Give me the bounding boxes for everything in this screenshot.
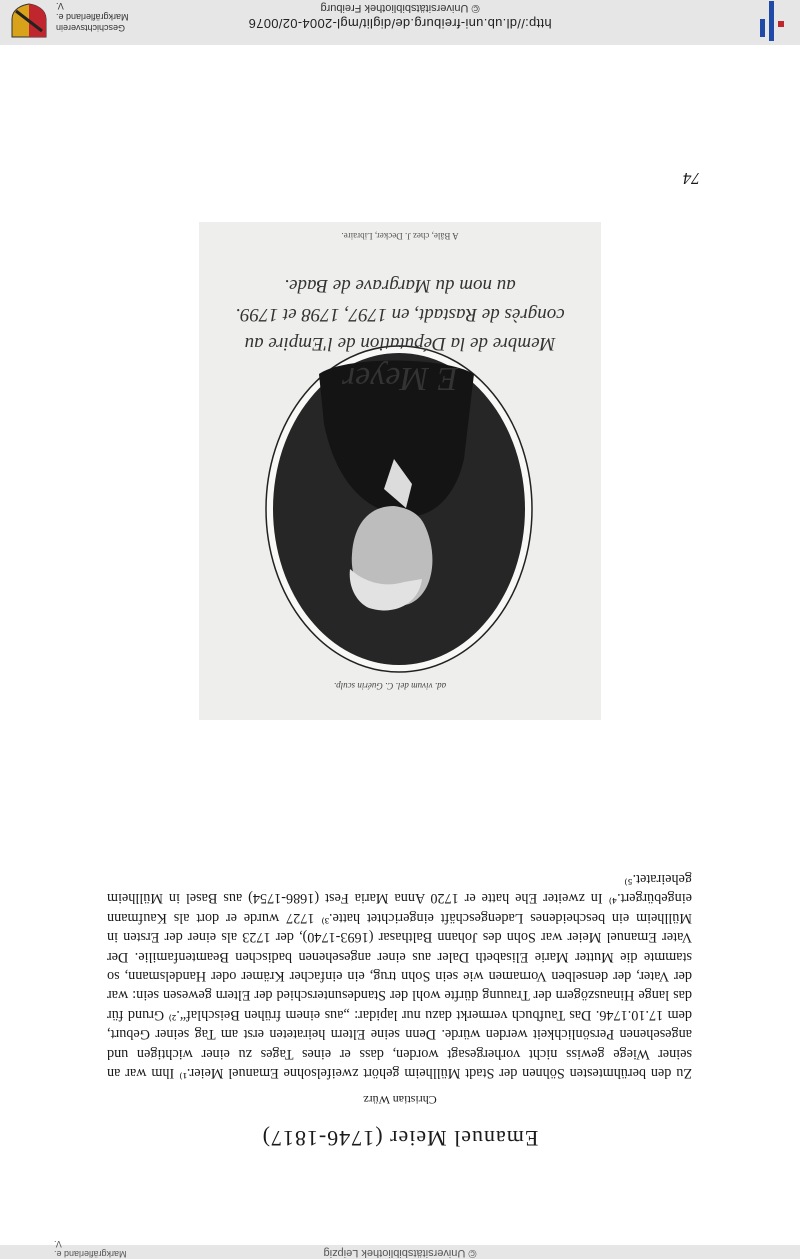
article-title: Emanuel Meier (1746-1817) <box>261 1126 539 1151</box>
document-url-link[interactable]: http://dl.ub.uni-freiburg.de/diglit/mgl-2004-02/0076 <box>248 16 552 31</box>
caption-line-3: au nom du Margrave de Bade. <box>284 275 516 296</box>
society-name <box>56 0 134 33</box>
article-paragraph: Zu den berühmtesten Söhnen der Stadt Müllheim gehört zweifelsohne Emanuel Meier.¹⁾ Ihm war an seiner Wiege gewiss nicht vorhergesagt worden, dass er eines Tages zu einer wichtigen und angesehenen Persönlichkeit werden würde. Denn seine Eltern heirateten erst am Tag seiner Geburt, dem 17.10.1746. Das Taufbuch vermerkt dazu nur lapidar: „aus einem frühen Beischlaf“.²⁾ Grund für das lange Hinauszögern der Trauung dürfte wohl der Standesunterschied der Eltern gewesen sein: war der Vater, der denselben Vornamen wie sein Sohn trug, ein einfacher Krämer oder Handelsmann, so stammte die Mutter Marie Elisabeth Daler aus einer angesehenen badischen Beamtenfamilie. Der Vater Emanuel Meier war Sohn des Johann Balthasar (1693-1740), der 1723 als einer der Ersten in Müllheim ein bescheidenes Ladengeschäft eingerichtet hatte.³⁾ 1727 wurde er dort als Kaufmann eingebürgert.⁴⁾ In zweiter Ehe hatte er 1720 Anna Maria Fest (1686-1754) aus Basel in Müllheim geheiratet.⁵⁾ <box>107 870 692 1081</box>
society-name-line-2: Markgräflerland e. V. <box>56 1 129 22</box>
university-library-logo-icon <box>754 1 786 41</box>
society-name-line-1: Geschichtsverein <box>56 23 126 33</box>
top-copyright-fragment: © Universitätsbibliothek Leipzig <box>323 1247 477 1259</box>
engraver-credit: ad. vivum del. C. Guérin sculp. <box>333 681 447 691</box>
copyright-notice: © Universitätsbibliothek Freiburg <box>320 2 480 14</box>
caption-line-1: Membre de la Députation de l'Empire au <box>244 333 556 354</box>
caption-line-2: congrès de Rastadt, en 1797, 1798 et 1799. <box>235 304 565 325</box>
portrait-signature: E Meyer <box>341 360 459 397</box>
society-crest-icon <box>10 3 48 39</box>
top-society-fragment: Markgräflerland e. V. <box>54 1239 127 1259</box>
publisher-imprint: A Bâle, chez J. Decker, Libraire. <box>341 231 459 241</box>
page-number: 74 <box>683 169 700 188</box>
article-body <box>107 869 692 1082</box>
article-author: Christian Würz <box>363 1093 437 1107</box>
